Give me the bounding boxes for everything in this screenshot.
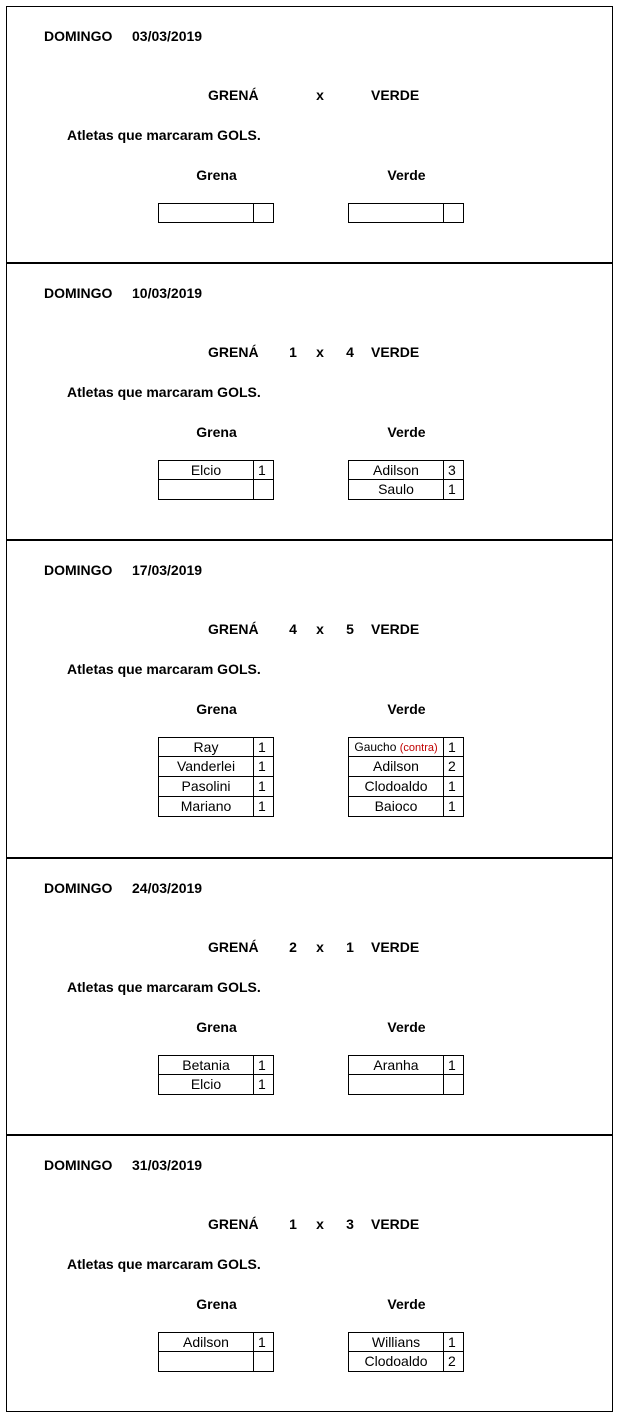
scorer-name bbox=[348, 737, 444, 757]
away-score: 3 bbox=[346, 1216, 354, 1232]
scorer-row bbox=[158, 797, 274, 817]
scorer-goals: 1 bbox=[444, 777, 464, 797]
scorer-row bbox=[158, 460, 274, 480]
versus-label: x bbox=[316, 1216, 324, 1232]
scorer-row bbox=[348, 757, 464, 777]
scorer-goals: 2 bbox=[444, 757, 464, 777]
scorer-name: Adilson bbox=[348, 757, 444, 777]
scorer-goals: 1 bbox=[444, 737, 464, 757]
home-scorers-header: Grena bbox=[196, 701, 237, 717]
away-scorers-header: Verde bbox=[387, 167, 426, 183]
match-card bbox=[6, 6, 613, 263]
day-label: DOMINGO bbox=[44, 285, 113, 301]
home-scorers-header: Grena bbox=[196, 167, 237, 183]
scorer-row bbox=[158, 1332, 274, 1352]
scorer-row bbox=[158, 757, 274, 777]
scorer-goals bbox=[444, 1075, 464, 1095]
scorer-row bbox=[348, 1075, 464, 1095]
away-team-name: VERDE bbox=[371, 939, 420, 955]
home-team-name: GRENÁ bbox=[208, 1216, 259, 1232]
match-date: 17/03/2019 bbox=[132, 562, 203, 578]
match-card bbox=[6, 540, 613, 858]
away-scorers-table bbox=[348, 460, 464, 500]
scorer-name: Elcio bbox=[158, 1075, 254, 1095]
scorer-row bbox=[348, 480, 464, 500]
day-label: DOMINGO bbox=[44, 28, 113, 44]
home-scorers-header: Grena bbox=[196, 1296, 237, 1312]
away-team-name: VERDE bbox=[371, 87, 420, 103]
scorer-row bbox=[158, 737, 274, 757]
home-scorers-table bbox=[158, 737, 274, 817]
scorer-name bbox=[158, 1352, 254, 1372]
home-score: 2 bbox=[289, 939, 297, 955]
scorer-name: Saulo bbox=[348, 480, 444, 500]
scorer-name: Willians bbox=[348, 1332, 444, 1352]
scorer-name bbox=[158, 480, 254, 500]
scorer-goals: 1 bbox=[254, 797, 274, 817]
away-team-name: VERDE bbox=[371, 344, 420, 360]
scorers-title: Atletas que marcaram GOLS. bbox=[67, 979, 261, 995]
scorer-goals: 1 bbox=[254, 737, 274, 757]
match-date: 24/03/2019 bbox=[132, 880, 203, 896]
match-card bbox=[6, 1135, 613, 1412]
scorer-row bbox=[158, 480, 274, 500]
match-date: 31/03/2019 bbox=[132, 1157, 203, 1173]
home-scorers-table bbox=[158, 1055, 274, 1095]
versus-label: x bbox=[316, 344, 324, 360]
scorer-name: Mariano bbox=[158, 797, 254, 817]
scorer-name bbox=[348, 1075, 444, 1095]
away-score: 5 bbox=[346, 621, 354, 637]
scorer-name: Clodoaldo bbox=[348, 1352, 444, 1372]
home-scorers-table bbox=[158, 460, 274, 500]
scorer-goals: 3 bbox=[444, 460, 464, 480]
scorer-row bbox=[348, 797, 464, 817]
scorer-name: Adilson bbox=[348, 460, 444, 480]
away-team-name: VERDE bbox=[371, 1216, 420, 1232]
scorers-title: Atletas que marcaram GOLS. bbox=[67, 661, 261, 677]
away-scorers-table bbox=[348, 203, 464, 223]
scorer-goals bbox=[254, 203, 274, 223]
versus-label: x bbox=[316, 939, 324, 955]
scorer-name: Aranha bbox=[348, 1055, 444, 1075]
home-team-name: GRENÁ bbox=[208, 344, 259, 360]
scorer-goals: 1 bbox=[444, 480, 464, 500]
own-goal-note: (contra) bbox=[399, 742, 438, 754]
scorer-name: Elcio bbox=[158, 460, 254, 480]
away-score: 4 bbox=[346, 344, 354, 360]
scorer-name: Vanderlei bbox=[158, 757, 254, 777]
scorer-goals bbox=[254, 1352, 274, 1372]
home-score: 1 bbox=[289, 1216, 297, 1232]
away-scorers-table bbox=[348, 1055, 464, 1095]
day-label: DOMINGO bbox=[44, 1157, 113, 1173]
scorer-goals: 2 bbox=[444, 1352, 464, 1372]
scorer-goals: 1 bbox=[444, 1332, 464, 1352]
scorer-goals: 1 bbox=[254, 460, 274, 480]
scorers-title: Atletas que marcaram GOLS. bbox=[67, 384, 261, 400]
scorer-name: Pasolini bbox=[158, 777, 254, 797]
scorer-goals: 1 bbox=[254, 777, 274, 797]
away-score: 1 bbox=[346, 939, 354, 955]
away-scorers-header: Verde bbox=[387, 424, 426, 440]
match-card bbox=[6, 858, 613, 1135]
scorers-title: Atletas que marcaram GOLS. bbox=[67, 127, 261, 143]
scorer-name-text: Gaucho bbox=[354, 740, 397, 754]
scorer-goals: 1 bbox=[444, 1055, 464, 1075]
away-scorers-table bbox=[348, 737, 464, 817]
scorer-name: Adilson bbox=[158, 1332, 254, 1352]
match-card bbox=[6, 263, 613, 540]
scorer-goals: 1 bbox=[254, 1332, 274, 1352]
versus-label: x bbox=[316, 621, 324, 637]
away-scorers-header: Verde bbox=[387, 701, 426, 717]
scorer-name bbox=[348, 203, 444, 223]
home-score: 1 bbox=[289, 344, 297, 360]
scorer-row bbox=[348, 777, 464, 797]
scorer-name: Baioco bbox=[348, 797, 444, 817]
home-team-name: GRENÁ bbox=[208, 939, 259, 955]
home-scorers-table bbox=[158, 1332, 274, 1372]
home-team-name: GRENÁ bbox=[208, 621, 259, 637]
day-label: DOMINGO bbox=[44, 880, 113, 896]
away-scorers-table bbox=[348, 1332, 464, 1372]
scorer-goals: 1 bbox=[444, 797, 464, 817]
scorer-row bbox=[348, 460, 464, 480]
scorer-goals bbox=[254, 480, 274, 500]
scorer-row bbox=[158, 203, 274, 223]
scorer-row bbox=[348, 1332, 464, 1352]
scorer-goals bbox=[444, 203, 464, 223]
away-team-name: VERDE bbox=[371, 621, 420, 637]
day-label: DOMINGO bbox=[44, 562, 113, 578]
scorer-goals: 1 bbox=[254, 1055, 274, 1075]
scorer-goals: 1 bbox=[254, 1075, 274, 1095]
away-scorers-header: Verde bbox=[387, 1296, 426, 1312]
home-scorers-header: Grena bbox=[196, 424, 237, 440]
scorer-row bbox=[348, 1055, 464, 1075]
scorer-row bbox=[348, 203, 464, 223]
scorer-row bbox=[348, 737, 464, 757]
match-date: 10/03/2019 bbox=[132, 285, 203, 301]
home-score: 4 bbox=[289, 621, 297, 637]
scorer-row bbox=[158, 1055, 274, 1075]
scorers-title: Atletas que marcaram GOLS. bbox=[67, 1256, 261, 1272]
match-date: 03/03/2019 bbox=[132, 28, 203, 44]
scorer-row bbox=[158, 777, 274, 797]
away-scorers-header: Verde bbox=[387, 1019, 426, 1035]
scorer-row bbox=[348, 1352, 464, 1372]
scorer-name bbox=[158, 203, 254, 223]
home-scorers-table bbox=[158, 203, 274, 223]
scorer-row bbox=[158, 1352, 274, 1372]
scorer-row bbox=[158, 1075, 274, 1095]
home-scorers-header: Grena bbox=[196, 1019, 237, 1035]
scorer-name: Clodoaldo bbox=[348, 777, 444, 797]
home-team-name: GRENÁ bbox=[208, 87, 259, 103]
versus-label: x bbox=[316, 87, 324, 103]
scorer-goals: 1 bbox=[254, 757, 274, 777]
scorer-name: Ray bbox=[158, 737, 254, 757]
scorer-name: Betania bbox=[158, 1055, 254, 1075]
